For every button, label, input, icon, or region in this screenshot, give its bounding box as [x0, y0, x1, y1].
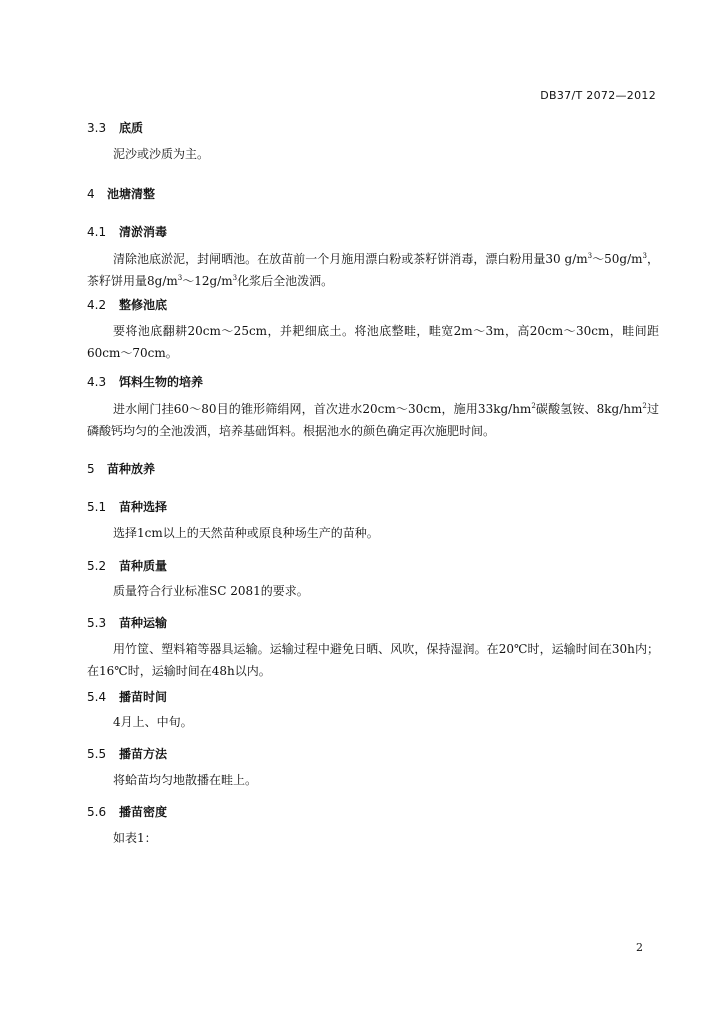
paragraph-4-1: 清除池底淤泥，封闸晒池。在放苗前一个月施用漂白粉或茶籽饼消毒，漂白粉用量30 $g/m^3\sim 50g/m^3$，茶籽饼用量$8g/m^3\sim 12g/m^3$化浆后全池泼洒。 — [87, 252, 659, 288]
paragraph-4-3: 进水闸门挂60～80目的锥形筛绢网，首次进水20cm～30cm，施用$33kg/hm^2$碳酸氢铵、$8kg/hm^2$过磷酸钙均匀的全池泼洒，培养基础饵料。根据池水的颜色确定再次施肥时间。 — [87, 402, 659, 438]
section-heading-3-3 — [87, 119, 143, 136]
section-heading-5 — [87, 460, 155, 477]
section-title: 底质 — [119, 121, 144, 135]
section-title: 播苗密度 — [119, 805, 168, 819]
section-heading-4 — [87, 185, 155, 202]
section-heading-5-2 — [87, 557, 167, 574]
section-title: 苗种质量 — [119, 559, 168, 573]
section-heading-4-3 — [87, 373, 203, 390]
paragraph-5-2: 质量符合行业标准SC 2081的要求。 — [113, 584, 309, 598]
section-title: 整修池底 — [119, 298, 168, 312]
paragraph-5-1: 选择1cm以上的天然苗种或原良种场生产的苗种。 — [113, 526, 379, 540]
section-number: 5.2 — [87, 559, 107, 573]
section-number: 5 — [87, 462, 95, 476]
section-heading-5-5 — [87, 745, 167, 762]
section-title: 池塘清整 — [107, 187, 156, 201]
section-heading-5-1 — [87, 498, 167, 515]
paragraph-3-3: 泥沙或沙质为主。 — [113, 147, 210, 161]
section-number: 5.6 — [87, 805, 107, 819]
section-title: 清淤消毒 — [119, 225, 168, 239]
paragraph-5-5: 将蛤苗均匀地散播在畦上。 — [113, 773, 258, 787]
page-number: 2 — [636, 941, 643, 954]
section-number: 5.3 — [87, 616, 107, 630]
section-number: 4.1 — [87, 225, 107, 239]
paragraph-5-3: 用竹筐、塑料箱等器具运输。运输过程中避免日晒、风吹，保持湿润。在20℃时，运输时间在30h内；在16℃时，运输时间在48h以内。 — [87, 642, 659, 678]
section-number: 4 — [87, 187, 95, 201]
section-title: 饵料生物的培养 — [119, 375, 204, 389]
section-heading-4-2 — [87, 296, 167, 313]
section-heading-4-1 — [87, 223, 167, 240]
paragraph-5-4: 4月上、中旬。 — [113, 715, 193, 729]
section-title: 播苗时间 — [119, 690, 168, 704]
section-heading-5-6 — [87, 803, 167, 820]
standard-code: DB37/T 2072—2012 — [540, 89, 656, 102]
paragraph-5-6: 如表1： — [113, 831, 157, 845]
section-number: 4.3 — [87, 375, 107, 389]
section-number: 3.3 — [87, 121, 107, 135]
section-number: 5.1 — [87, 500, 107, 514]
section-heading-5-4 — [87, 688, 167, 705]
section-heading-5-3 — [87, 614, 167, 631]
section-title: 播苗方法 — [119, 747, 168, 761]
section-number: 5.5 — [87, 747, 107, 761]
section-number: 4.2 — [87, 298, 107, 312]
section-title: 苗种运输 — [119, 616, 168, 630]
section-title: 苗种选择 — [119, 500, 168, 514]
paragraph-4-2: 要将池底翻耕20cm～25cm，并耙细底土。将池底整畦，畦宽2m～3m，高20cm～30cm，畦间距60cm～70cm。 — [87, 324, 659, 360]
section-title: 苗种放养 — [107, 462, 156, 476]
section-number: 5.4 — [87, 690, 107, 704]
